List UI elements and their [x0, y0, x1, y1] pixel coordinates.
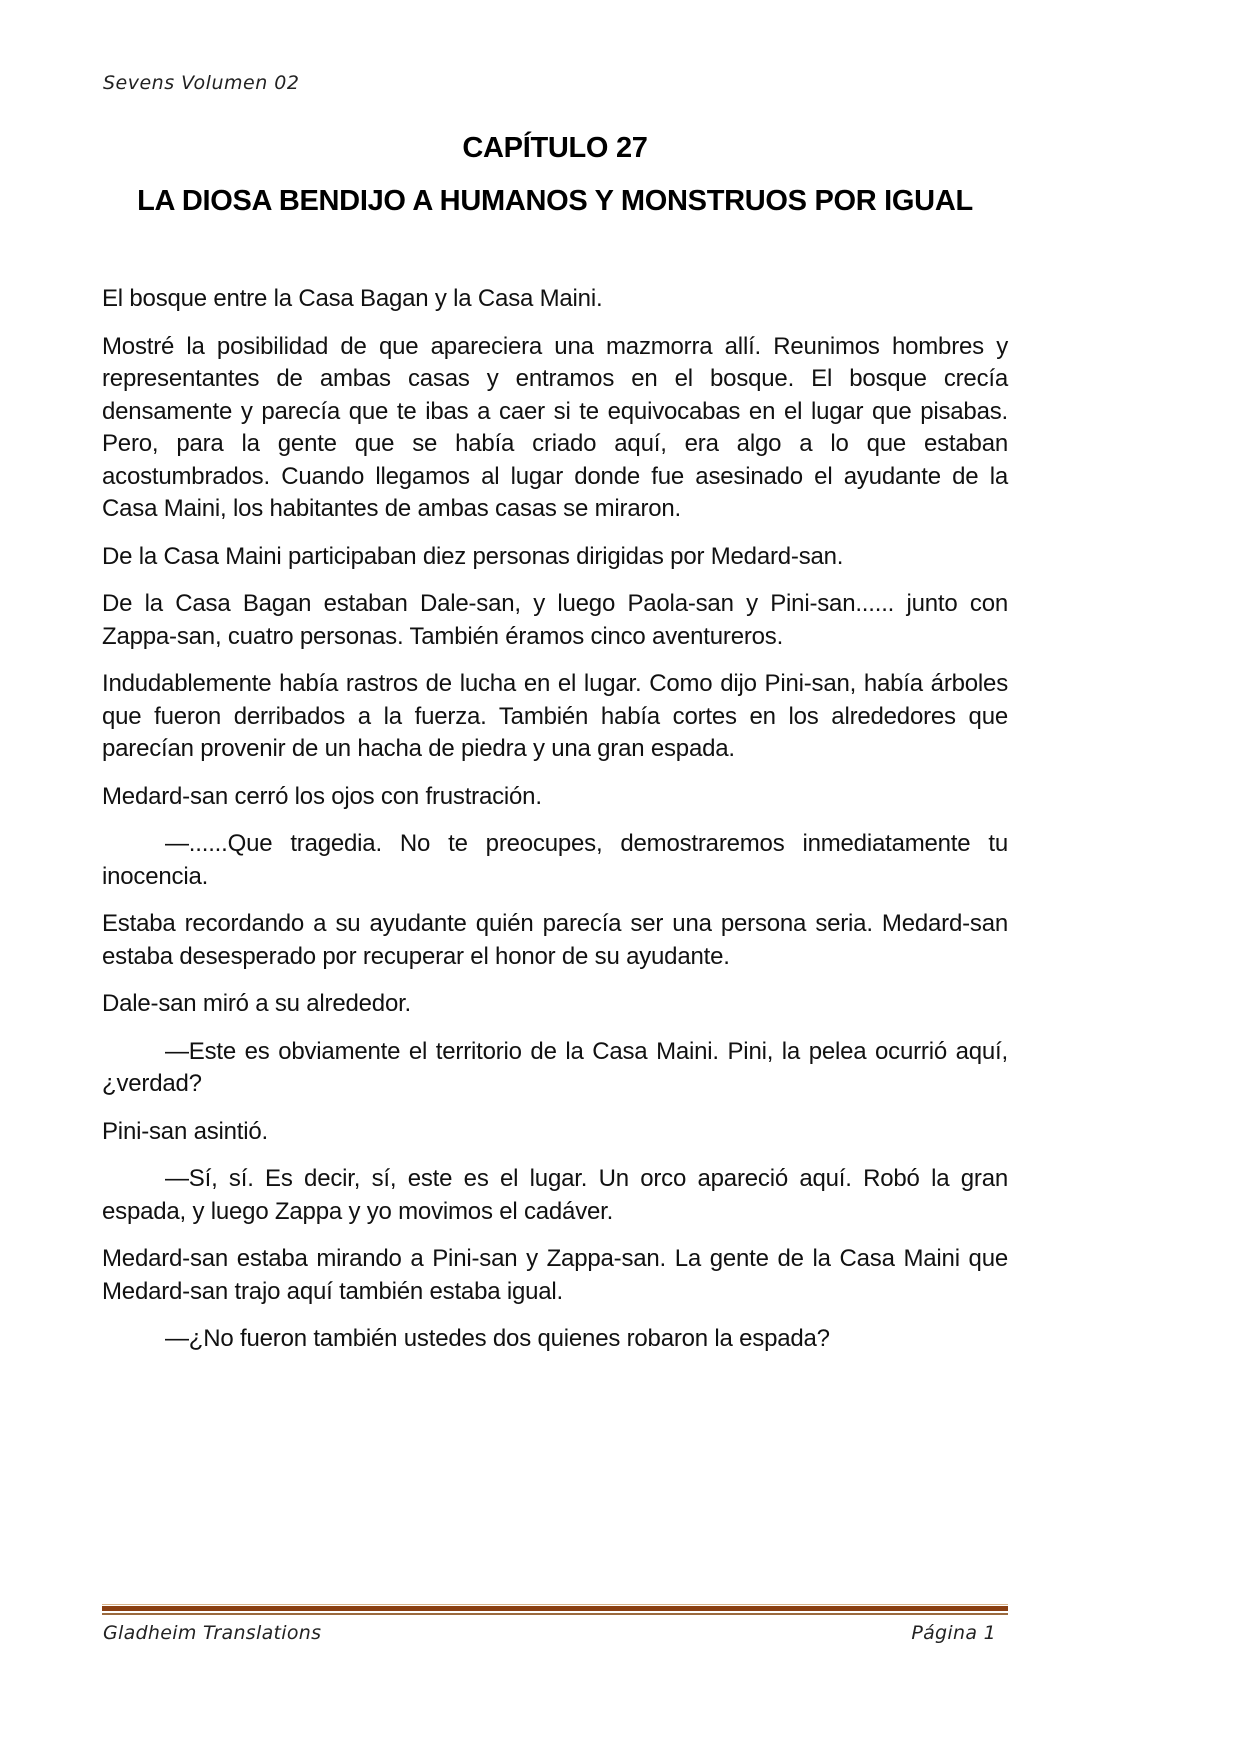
dialogue-paragraph: —Sí, sí. Es decir, sí, este es el lugar. Un orco apareció aquí. Robó la gran espada, y luego Zappa y yo movimos el cadáver. — [102, 1165, 1008, 1225]
dialogue-paragraph: —¿No fueron también ustedes dos quienes robaron la espada? — [165, 1325, 830, 1352]
footer-page-number: Página 1 — [911, 1622, 996, 1644]
running-header: Sevens Volumen 02 — [103, 72, 300, 94]
paragraph: De la Casa Maini participaban diez personas dirigidas por Medard-san. — [102, 542, 844, 570]
footer-divider-top-line — [102, 1604, 1008, 1605]
paragraph: Estaba recordando a su ayudante quién parecía ser una persona seria. Medard-san estaba desesperado por recuperar el honor de su ayudante. — [102, 910, 1008, 970]
dialogue-paragraph: —......Que tragedia. No te preocupes, demostraremos inmediatamente tu inocencia. — [102, 830, 1008, 890]
footer-publisher: Gladheim Translations — [103, 1622, 322, 1644]
chapter-number: CAPÍTULO 27 — [462, 132, 648, 164]
paragraph: Pini-san asintió. — [102, 1117, 269, 1145]
paragraph: Dale-san miró a su alrededor. — [102, 990, 412, 1017]
footer-divider-bottom-line — [102, 1613, 1008, 1615]
footer-divider-thick-line — [102, 1606, 1008, 1611]
footer-divider — [102, 1604, 1008, 1616]
paragraph: De la Casa Bagan estaban Dale-san, y luego Paola-san y Pini-san...... junto con Zappa-san, cuatro personas. También éramos cinco aventureros. — [102, 590, 1008, 650]
chapter-title: LA DIOSA BENDIJO A HUMANOS Y MONSTRUOS POR IGUAL — [137, 185, 973, 217]
paragraph: El bosque entre la Casa Bagan y la Casa Maini. — [102, 285, 603, 312]
paragraph: Mostré la posibilidad de que apareciera una mazmorra allí. Reunimos hombres y representantes de ambas casas y entramos en el bosque. El bosque crecía densamente y parecía que te ibas a caer si te equivocabas en el lugar que pisabas. Pero, para la gente que se había criado aquí, era algo a lo que estaban acostumbrados. Cuando llegamos al lugar donde fue asesinado el ayudante de la Casa Maini, los habitantes de ambas casas se miraron. — [102, 332, 1008, 522]
dialogue-paragraph: —Este es obviamente el territorio de la Casa Maini. Pini, la pelea ocurrió aquí, ¿verdad? — [102, 1037, 1008, 1097]
chapter-body — [102, 283, 1008, 1371]
paragraph: Indudablemente había rastros de lucha en el lugar. Como dijo Pini-san, había árboles que fueron derribados a la fuerza. También había cortes en los alrededores que parecían provenir de un hacha de piedra y una gran espada. — [102, 670, 1008, 762]
paragraph: Medard-san cerró los ojos con frustración. — [102, 782, 542, 810]
paragraph: Medard-san estaba mirando a Pini-san y Zappa-san. La gente de la Casa Maini que Medard-san trajo aquí también estaba igual. — [102, 1245, 1008, 1305]
